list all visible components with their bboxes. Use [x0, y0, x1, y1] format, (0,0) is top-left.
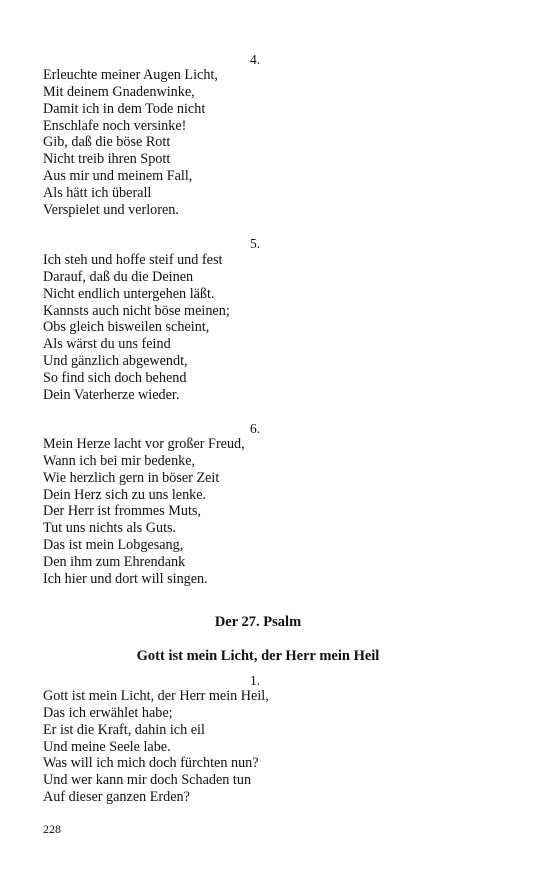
verse-line: Enschlafe noch versinke!	[43, 117, 187, 134]
verse-line: Mit deinem Gnadenwinke,	[43, 83, 195, 100]
psalm-subtitle: Gott ist mein Licht, der Herr mein Heil	[136, 648, 380, 664]
psalm-stanza-1	[43, 688, 269, 806]
verse-line: Als wärst du uns feind	[43, 336, 171, 353]
verse-line: Das ist mein Lobgesang,	[43, 537, 184, 554]
verse-line: Darauf, daß du die Deinen	[43, 268, 194, 285]
verse-line: Mein Herze lacht vor großer Freud,	[43, 436, 245, 452]
verse-line: Gib, daß die böse Rott	[43, 134, 171, 151]
verse-line: Ich steh und hoffe steif und fest	[43, 252, 223, 268]
verse-line: Das ich erwählet habe;	[43, 704, 173, 721]
verse-line: Dein Herz sich zu uns lenke.	[43, 486, 207, 503]
verse-line: Nicht treib ihren Spott	[43, 151, 171, 168]
verse-line: Kannsts auch nicht böse meinen;	[43, 302, 230, 319]
verse-line: Und meine Seele labe.	[43, 738, 171, 755]
verse-line: Tut uns nichts als Guts.	[43, 520, 177, 537]
verse-line: Erleuchte meiner Augen Licht,	[43, 67, 218, 83]
stanza-4	[43, 67, 218, 219]
verse-line: Aus mir und meinem Fall,	[43, 168, 193, 185]
stanza-number: 5.	[250, 236, 261, 251]
psalm-title: Der 27. Psalm	[214, 614, 302, 630]
stanza-number: 1.	[250, 673, 261, 688]
verse-line: Den ihm zum Ehrendank	[43, 553, 186, 570]
stanza-5	[43, 252, 230, 404]
stanza-number: 6.	[250, 421, 261, 436]
stanza-number: 4.	[250, 52, 261, 67]
verse-line: Obs gleich bisweilen scheint,	[43, 319, 210, 336]
verse-line: Wann ich bei mir bedenke,	[43, 452, 196, 469]
verse-line: Wie herzlich gern in böser Zeit	[43, 469, 220, 486]
verse-line: Nicht endlich untergehen läßt.	[43, 285, 215, 302]
verse-line: Damit ich in dem Tode nicht	[43, 100, 206, 117]
verse-line: Was will ich mich doch fürchten nun?	[43, 755, 259, 772]
verse-line: Und wer kann mir doch Schaden tun	[43, 772, 252, 789]
verse-line: Dein Vaterherze wieder.	[43, 386, 180, 403]
verse-line: Ich hier und dort will singen.	[43, 570, 208, 587]
stanza-6	[43, 436, 245, 588]
verse-line: Der Herr ist frommes Muts,	[43, 503, 202, 520]
verse-line: Und gänzlich abgewendt,	[43, 353, 188, 370]
verse-line: Auf dieser ganzen Erden?	[43, 789, 190, 806]
verse-line: Gott ist mein Licht, der Herr mein Heil,	[43, 688, 269, 704]
page-number: 228	[43, 822, 61, 836]
verse-line: So find sich doch behend	[43, 369, 187, 386]
verse-line: Er ist die Kraft, dahin ich eil	[43, 721, 205, 738]
verse-line: Verspielet und verloren.	[43, 201, 179, 218]
verse-line: Als hätt ich überall	[43, 184, 152, 201]
